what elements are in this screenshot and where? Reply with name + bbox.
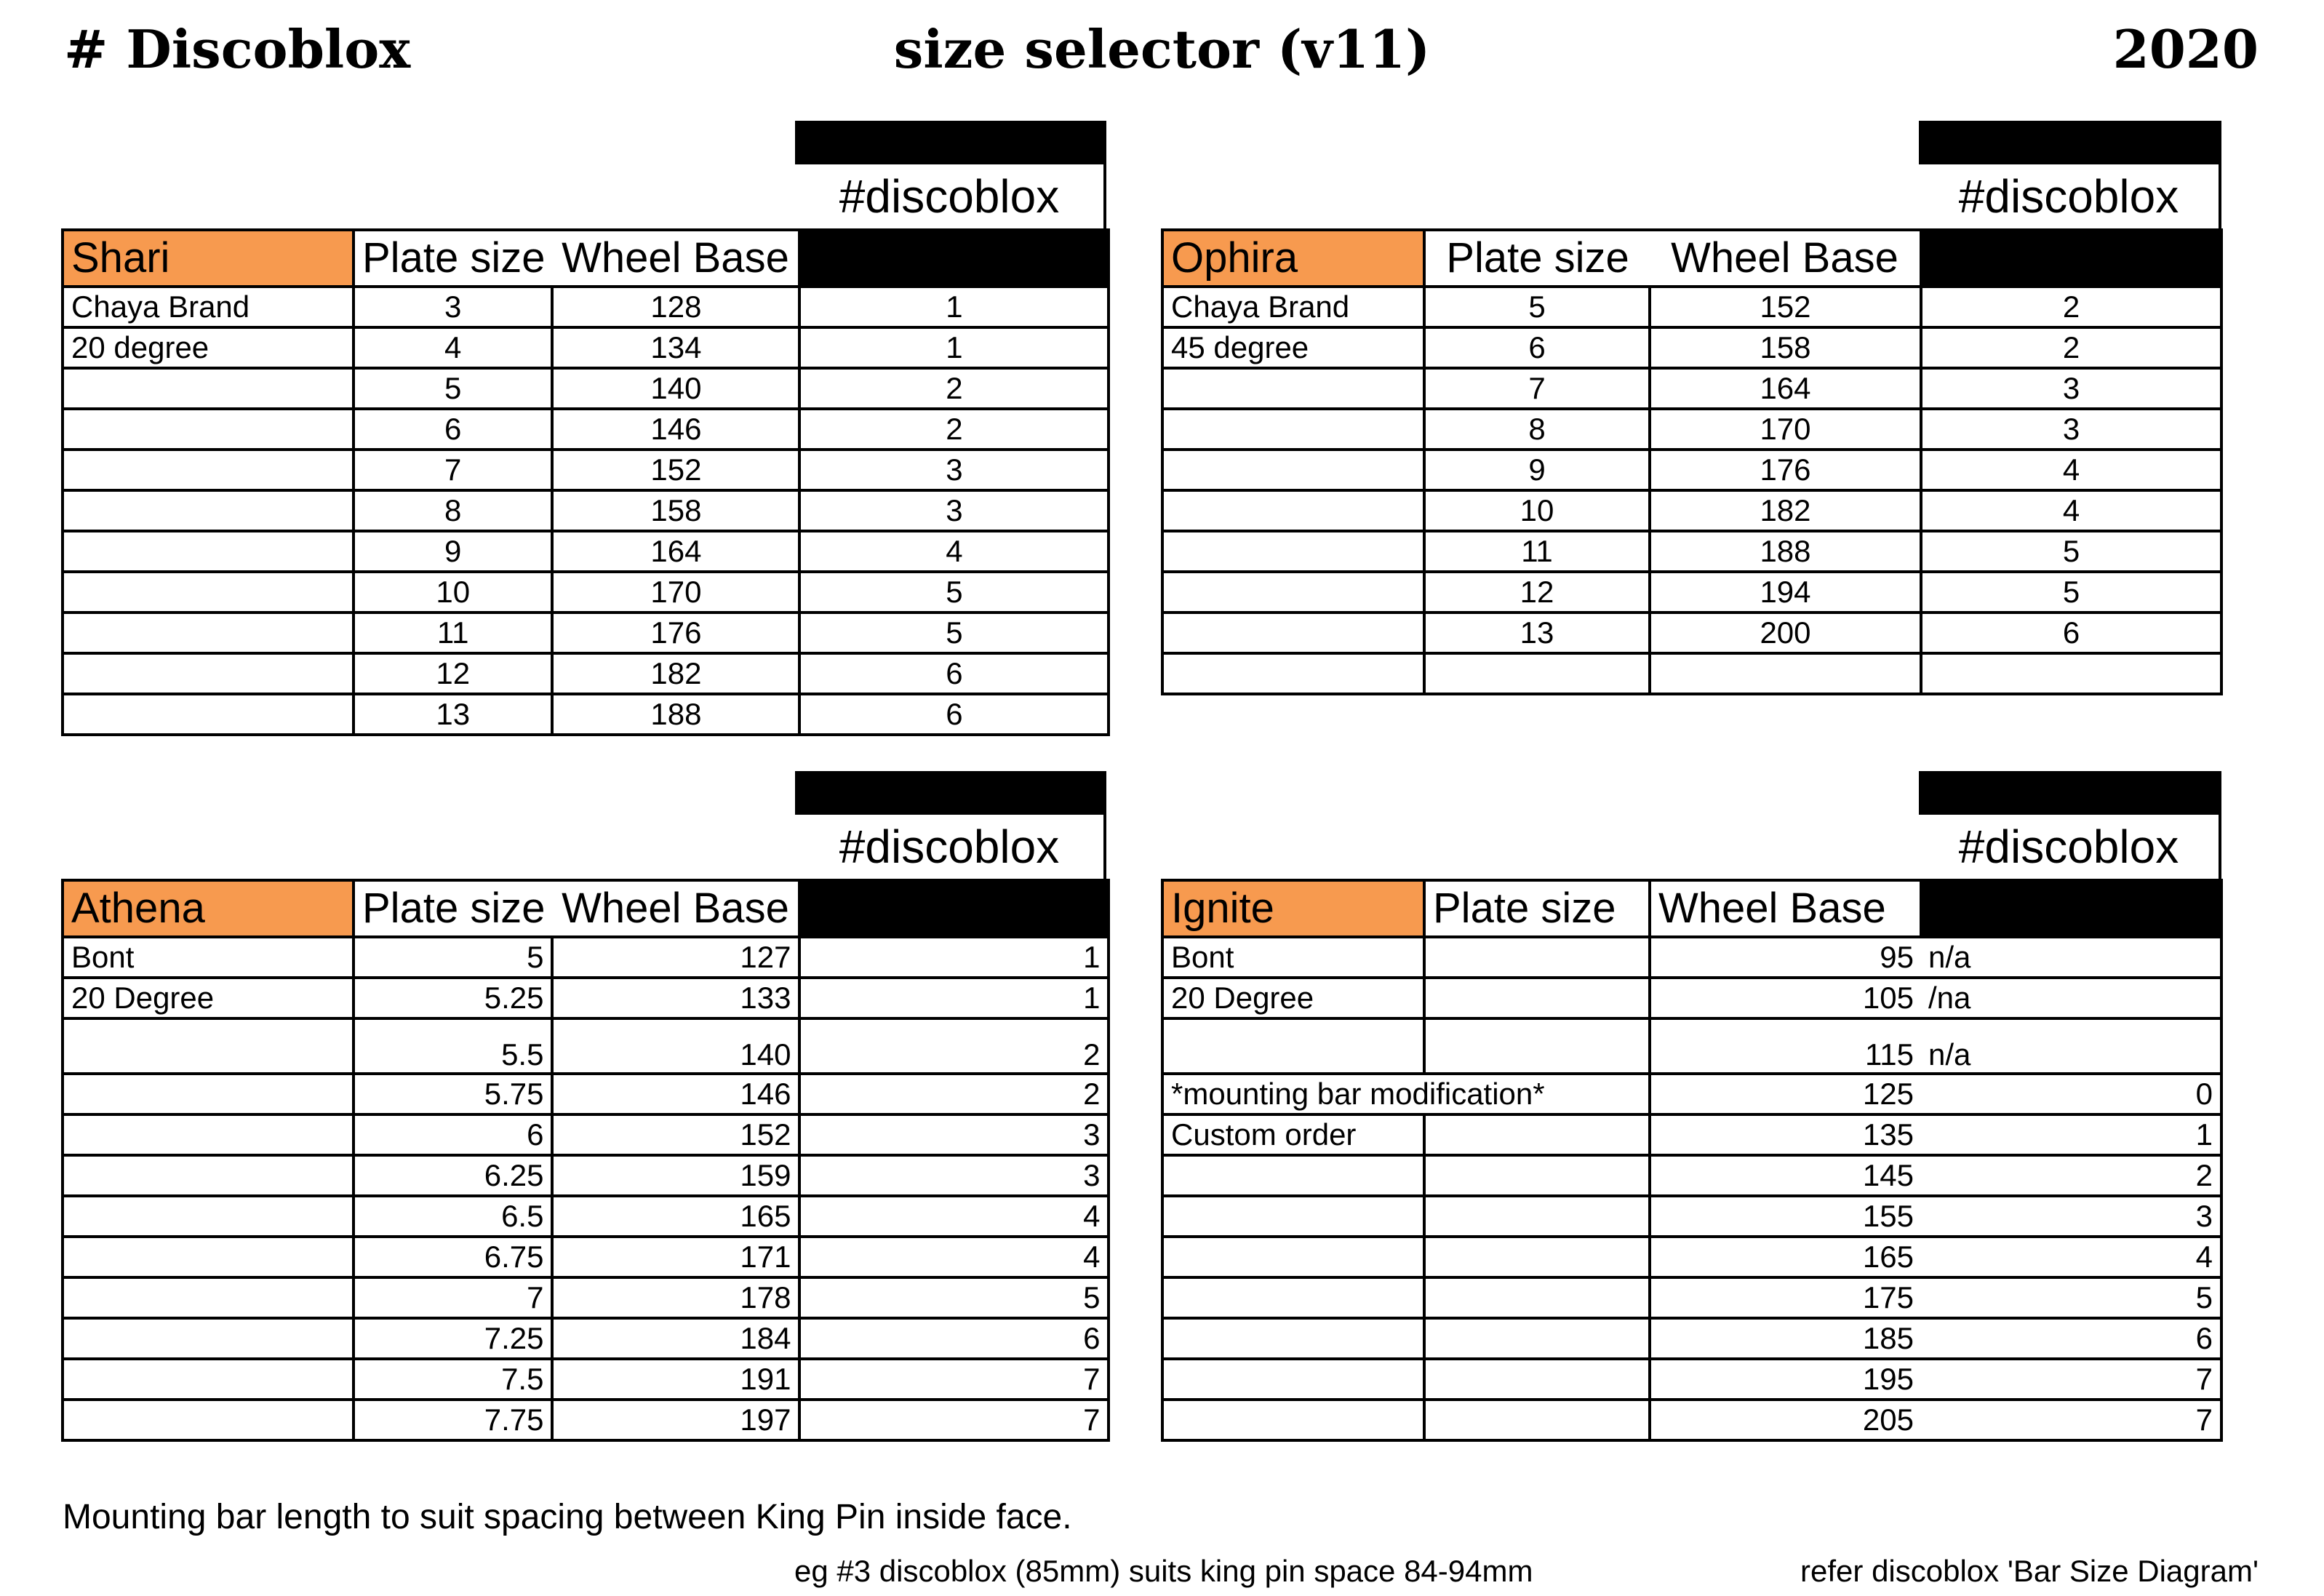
wheel-base-cell: 158 bbox=[1650, 327, 1921, 368]
plate-size-cell bbox=[1424, 978, 1650, 1018]
cap-label: #discoblox bbox=[1919, 815, 2221, 879]
wheel-base-cell: 175 bbox=[1650, 1277, 1921, 1318]
table-row bbox=[63, 1237, 1109, 1277]
wheel-base-cell: 152 bbox=[1650, 287, 1921, 327]
brand-title: # Discoblox bbox=[64, 18, 411, 80]
cap-label: #discoblox bbox=[1919, 164, 2221, 228]
table-row bbox=[63, 613, 1109, 653]
table-row bbox=[1162, 531, 2221, 572]
cap-bar bbox=[795, 771, 1106, 815]
table-header-row bbox=[1162, 230, 2221, 287]
note-cell bbox=[63, 1400, 354, 1440]
ophira-table bbox=[1161, 228, 2223, 695]
note-cell bbox=[1162, 1277, 1424, 1318]
wheel-base-cell: 165 bbox=[1650, 1237, 1921, 1277]
wheel-base-cell: 152 bbox=[552, 450, 799, 490]
cap-bar bbox=[1919, 121, 2221, 164]
table-header-row bbox=[1162, 880, 2221, 937]
note-cell: 20 degree bbox=[63, 327, 354, 368]
ignite-discoblox-cap bbox=[1919, 771, 2221, 879]
discoblox-size-cell: 3 bbox=[1921, 1196, 2221, 1237]
note-cell bbox=[1162, 450, 1424, 490]
table-row bbox=[63, 653, 1109, 694]
note-cell: *mounting bar modification* bbox=[1162, 1074, 1650, 1114]
note-cell bbox=[1162, 613, 1424, 653]
note-cell bbox=[1162, 368, 1424, 409]
table-row bbox=[1162, 1400, 2221, 1440]
table-row bbox=[1162, 1018, 2221, 1074]
wheel-base-cell: 184 bbox=[552, 1318, 799, 1359]
product-name: Shari bbox=[63, 230, 354, 287]
plate-size-cell: 7.25 bbox=[354, 1318, 552, 1359]
plate-size-cell: 6 bbox=[354, 409, 552, 450]
wheel-base-cell: 188 bbox=[552, 694, 799, 735]
table-row bbox=[63, 1074, 1109, 1114]
table-row bbox=[63, 694, 1109, 735]
plate-size-cell: 10 bbox=[354, 572, 552, 613]
note-cell bbox=[1162, 1400, 1424, 1440]
cap-bar bbox=[1919, 771, 2221, 815]
plate-size-cell: 11 bbox=[1424, 531, 1650, 572]
discoblox-size-cell: 1 bbox=[799, 327, 1109, 368]
discoblox-size-cell: 1 bbox=[799, 287, 1109, 327]
shari-table bbox=[61, 228, 1110, 736]
discoblox-size-cell: n/a bbox=[1921, 937, 2221, 978]
note-cell bbox=[1162, 409, 1424, 450]
wheel-base-cell: 134 bbox=[552, 327, 799, 368]
year-label: 2020 bbox=[2112, 18, 2259, 80]
table-row bbox=[1162, 1114, 2221, 1155]
note-cell bbox=[63, 1237, 354, 1277]
discoblox-size-cell: 2 bbox=[799, 409, 1109, 450]
note-cell: 20 Degree bbox=[63, 978, 354, 1018]
discoblox-size-cell: 4 bbox=[1921, 450, 2221, 490]
discoblox-size-cell: 3 bbox=[799, 1155, 1109, 1196]
plate-size-cell: 9 bbox=[354, 531, 552, 572]
table-row bbox=[1162, 978, 2221, 1018]
wheel-base-cell: 133 bbox=[552, 978, 799, 1018]
table-row bbox=[63, 1318, 1109, 1359]
note-cell bbox=[63, 1155, 354, 1196]
table-row bbox=[1162, 1196, 2221, 1237]
plate-size-cell: 12 bbox=[354, 653, 552, 694]
wheel-base-cell: 128 bbox=[552, 287, 799, 327]
plate-size-cell bbox=[1424, 1237, 1650, 1277]
table-row bbox=[63, 1155, 1109, 1196]
discoblox-size-cell: 2 bbox=[799, 368, 1109, 409]
table-header-row bbox=[63, 230, 1109, 287]
note-cell: 45 degree bbox=[1162, 327, 1424, 368]
discoblox-size-cell: n/a bbox=[1921, 1018, 2221, 1074]
wheel-base-cell: 155 bbox=[1650, 1196, 1921, 1237]
note-cell bbox=[63, 490, 354, 531]
note-cell bbox=[63, 1277, 354, 1318]
plate-size-cell: 13 bbox=[1424, 613, 1650, 653]
table-row bbox=[63, 937, 1109, 978]
plate-size-cell: 9 bbox=[1424, 450, 1650, 490]
ophira-discoblox-cap bbox=[1919, 121, 2221, 228]
discoblox-size-cell: 1 bbox=[1921, 1114, 2221, 1155]
wheel-base-cell: 176 bbox=[1650, 450, 1921, 490]
discoblox-header-cell bbox=[1921, 230, 2221, 287]
plate-size-cell: 5.75 bbox=[354, 1074, 552, 1114]
table-row bbox=[63, 1400, 1109, 1440]
discoblox-size-cell: 5 bbox=[799, 613, 1109, 653]
table-row bbox=[63, 409, 1109, 450]
table-row bbox=[1162, 409, 2221, 450]
athena-table bbox=[61, 879, 1110, 1442]
table-row bbox=[63, 1018, 1109, 1074]
example-note: eg #3 discoblox (85mm) suits king pin space 84-94mm bbox=[794, 1554, 1533, 1588]
wheel-base-cell: 182 bbox=[1650, 490, 1921, 531]
product-name: Ophira bbox=[1162, 230, 1424, 287]
discoblox-size-cell: 7 bbox=[1921, 1359, 2221, 1400]
discoblox-header-cell bbox=[1921, 880, 2221, 937]
note-cell bbox=[63, 1074, 354, 1114]
note-cell: Custom order bbox=[1162, 1114, 1424, 1155]
wheel-base-cell: 164 bbox=[552, 531, 799, 572]
plate-size-cell bbox=[1424, 1277, 1650, 1318]
wheel-base-cell: 146 bbox=[552, 1074, 799, 1114]
note-cell bbox=[63, 1018, 354, 1074]
plate-size-cell: 7.75 bbox=[354, 1400, 552, 1440]
discoblox-size-cell: /na bbox=[1921, 978, 2221, 1018]
table-row bbox=[1162, 572, 2221, 613]
wheel-base-cell: 185 bbox=[1650, 1318, 1921, 1359]
plate-size-cell: 11 bbox=[354, 613, 552, 653]
note-cell bbox=[63, 572, 354, 613]
discoblox-size-cell: 6 bbox=[799, 1318, 1109, 1359]
table-row bbox=[1162, 450, 2221, 490]
table-row bbox=[63, 1114, 1109, 1155]
wheel-base-cell: 195 bbox=[1650, 1359, 1921, 1400]
wheel-base-cell: 164 bbox=[1650, 368, 1921, 409]
table-row bbox=[63, 368, 1109, 409]
plate-size-cell bbox=[1424, 1114, 1650, 1155]
plate-size-cell bbox=[1424, 1359, 1650, 1400]
note-cell: 20 Degree bbox=[1162, 978, 1424, 1018]
cap-label: #discoblox bbox=[795, 164, 1106, 228]
table-row bbox=[63, 572, 1109, 613]
table-row bbox=[63, 490, 1109, 531]
note-cell bbox=[63, 1318, 354, 1359]
table-row bbox=[1162, 653, 2221, 694]
table-row bbox=[63, 1359, 1109, 1400]
plate-size-cell: 7 bbox=[354, 1277, 552, 1318]
note-cell bbox=[1162, 1359, 1424, 1400]
wheel-base-header: Wheel Base bbox=[552, 880, 799, 937]
discoblox-size-cell: 4 bbox=[1921, 490, 2221, 531]
plate-size-cell: 12 bbox=[1424, 572, 1650, 613]
discoblox-size-cell: 7 bbox=[799, 1400, 1109, 1440]
discoblox-size-cell: 6 bbox=[1921, 613, 2221, 653]
refer-note: refer discoblox 'Bar Size Diagram' bbox=[1800, 1554, 2259, 1588]
table-row bbox=[63, 1196, 1109, 1237]
discoblox-size-cell: 4 bbox=[799, 531, 1109, 572]
cap-bar bbox=[795, 121, 1106, 164]
wheel-base-cell: 178 bbox=[552, 1277, 799, 1318]
plate-size-cell: 5 bbox=[1424, 287, 1650, 327]
note-cell bbox=[63, 653, 354, 694]
note-cell: Chaya Brand bbox=[1162, 287, 1424, 327]
table-row bbox=[63, 978, 1109, 1018]
shari-discoblox-cap bbox=[795, 121, 1106, 228]
wheel-base-cell: 140 bbox=[552, 368, 799, 409]
note-cell bbox=[63, 613, 354, 653]
note-cell bbox=[63, 1359, 354, 1400]
plate-size-cell: 4 bbox=[354, 327, 552, 368]
discoblox-size-cell: 3 bbox=[799, 1114, 1109, 1155]
plate-size-cell bbox=[1424, 653, 1650, 694]
table-row bbox=[1162, 937, 2221, 978]
plate-size-cell: 6.75 bbox=[354, 1237, 552, 1277]
note-cell: Bont bbox=[63, 937, 354, 978]
wheel-base-cell: 127 bbox=[552, 937, 799, 978]
discoblox-size-cell: 6 bbox=[1921, 1318, 2221, 1359]
note-cell bbox=[63, 450, 354, 490]
wheel-base-cell: 159 bbox=[552, 1155, 799, 1196]
plate-size-cell: 5.25 bbox=[354, 978, 552, 1018]
note-cell bbox=[63, 409, 354, 450]
table-row bbox=[1162, 613, 2221, 653]
discoblox-size-cell bbox=[1921, 653, 2221, 694]
discoblox-size-cell: 6 bbox=[799, 694, 1109, 735]
table-row bbox=[1162, 1277, 2221, 1318]
plate-size-cell: 10 bbox=[1424, 490, 1650, 531]
table-row bbox=[1162, 1359, 2221, 1400]
table-row bbox=[1162, 1318, 2221, 1359]
wheel-base-cell: 176 bbox=[552, 613, 799, 653]
table-header-row bbox=[63, 880, 1109, 937]
note-cell bbox=[1162, 1196, 1424, 1237]
table-row bbox=[1162, 327, 2221, 368]
mounting-bar-note: Mounting bar length to suit spacing between King Pin inside face. bbox=[63, 1498, 1072, 1536]
discoblox-size-cell: 6 bbox=[799, 653, 1109, 694]
note-cell bbox=[1162, 1018, 1424, 1074]
wheel-base-cell: 158 bbox=[552, 490, 799, 531]
discoblox-size-cell: 1 bbox=[799, 937, 1109, 978]
discoblox-size-cell: 3 bbox=[799, 450, 1109, 490]
table-row bbox=[1162, 1155, 2221, 1196]
wheel-base-cell: 165 bbox=[552, 1196, 799, 1237]
wheel-base-cell: 152 bbox=[552, 1114, 799, 1155]
plate-size-cell: 8 bbox=[354, 490, 552, 531]
wheel-base-cell: 140 bbox=[552, 1018, 799, 1074]
wheel-base-cell: 95 bbox=[1650, 937, 1921, 978]
discoblox-size-cell: 5 bbox=[1921, 1277, 2221, 1318]
plate-size-cell: 6.25 bbox=[354, 1155, 552, 1196]
table-row bbox=[63, 450, 1109, 490]
plate-size-cell: 7 bbox=[1424, 368, 1650, 409]
wheel-base-cell: 170 bbox=[1650, 409, 1921, 450]
plate-size-cell: 5 bbox=[354, 937, 552, 978]
discoblox-size-cell: 4 bbox=[1921, 1237, 2221, 1277]
plate-size-cell: 3 bbox=[354, 287, 552, 327]
wheel-base-cell: 200 bbox=[1650, 613, 1921, 653]
discoblox-size-cell: 5 bbox=[1921, 531, 2221, 572]
note-cell bbox=[1162, 1318, 1424, 1359]
plate-size-header: Plate size bbox=[354, 880, 552, 937]
discoblox-size-cell: 5 bbox=[799, 572, 1109, 613]
discoblox-header-cell bbox=[799, 230, 1109, 287]
plate-size-cell: 8 bbox=[1424, 409, 1650, 450]
table-row bbox=[63, 287, 1109, 327]
table-row bbox=[1162, 490, 2221, 531]
wheel-base-cell: 197 bbox=[552, 1400, 799, 1440]
plate-size-cell: 13 bbox=[354, 694, 552, 735]
plate-size-cell bbox=[1424, 1196, 1650, 1237]
wheel-base-cell: 125 bbox=[1650, 1074, 1921, 1114]
document-title: size selector (v11) bbox=[893, 18, 1431, 80]
table-row bbox=[1162, 287, 2221, 327]
plate-size-cell: 6 bbox=[354, 1114, 552, 1155]
plate-size-cell: 5 bbox=[354, 368, 552, 409]
note-cell: Chaya Brand bbox=[63, 287, 354, 327]
discoblox-size-cell: 3 bbox=[1921, 409, 2221, 450]
note-cell bbox=[1162, 572, 1424, 613]
note-cell bbox=[1162, 490, 1424, 531]
discoblox-size-cell: 2 bbox=[1921, 287, 2221, 327]
plate-size-cell bbox=[1424, 1318, 1650, 1359]
wheel-base-cell: 191 bbox=[552, 1359, 799, 1400]
plate-size-cell bbox=[1424, 937, 1650, 978]
table-row bbox=[63, 531, 1109, 572]
plate-size-cell bbox=[1424, 1155, 1650, 1196]
wheel-base-cell: 171 bbox=[552, 1237, 799, 1277]
plate-size-header: Plate size bbox=[354, 230, 552, 287]
table-row bbox=[1162, 368, 2221, 409]
plate-size-cell bbox=[1424, 1018, 1650, 1074]
plate-size-cell: 5.5 bbox=[354, 1018, 552, 1074]
discoblox-header-cell bbox=[799, 880, 1109, 937]
discoblox-size-cell: 2 bbox=[799, 1074, 1109, 1114]
discoblox-size-cell: 1 bbox=[799, 978, 1109, 1018]
wheel-base-cell: 105 bbox=[1650, 978, 1921, 1018]
discoblox-size-cell: 0 bbox=[1921, 1074, 2221, 1114]
wheel-base-cell: 170 bbox=[552, 572, 799, 613]
note-cell bbox=[1162, 1155, 1424, 1196]
table-row bbox=[63, 327, 1109, 368]
wheel-base-cell: 115 bbox=[1650, 1018, 1921, 1074]
discoblox-size-cell: 2 bbox=[799, 1018, 1109, 1074]
product-name: Ignite bbox=[1162, 880, 1424, 937]
cap-label: #discoblox bbox=[795, 815, 1106, 879]
wheel-base-cell: 188 bbox=[1650, 531, 1921, 572]
wheel-base-header: Wheel Base bbox=[552, 230, 799, 287]
discoblox-size-cell: 4 bbox=[799, 1237, 1109, 1277]
wheel-base-cell: 194 bbox=[1650, 572, 1921, 613]
wheel-base-cell: 182 bbox=[552, 653, 799, 694]
plate-size-cell: 7.5 bbox=[354, 1359, 552, 1400]
wheel-base-cell: 145 bbox=[1650, 1155, 1921, 1196]
table-row bbox=[63, 1277, 1109, 1318]
discoblox-size-cell: 3 bbox=[1921, 368, 2221, 409]
wheel-base-cell: 135 bbox=[1650, 1114, 1921, 1155]
note-cell bbox=[63, 531, 354, 572]
note-cell: Bont bbox=[1162, 937, 1424, 978]
note-cell bbox=[63, 368, 354, 409]
wheel-base-header: Wheel Base bbox=[1650, 880, 1921, 937]
athena-discoblox-cap bbox=[795, 771, 1106, 879]
plate-size-header: Plate size bbox=[1424, 230, 1650, 287]
table-row bbox=[1162, 1237, 2221, 1277]
discoblox-size-cell: 3 bbox=[799, 490, 1109, 531]
discoblox-size-cell: 7 bbox=[799, 1359, 1109, 1400]
note-cell bbox=[1162, 653, 1424, 694]
wheel-base-header: Wheel Base bbox=[1650, 230, 1921, 287]
note-cell bbox=[63, 1114, 354, 1155]
plate-size-cell: 6 bbox=[1424, 327, 1650, 368]
discoblox-size-cell: 2 bbox=[1921, 1155, 2221, 1196]
discoblox-size-cell: 4 bbox=[799, 1196, 1109, 1237]
discoblox-size-cell: 5 bbox=[1921, 572, 2221, 613]
wheel-base-cell: 146 bbox=[552, 409, 799, 450]
note-cell bbox=[1162, 531, 1424, 572]
product-name: Athena bbox=[63, 880, 354, 937]
discoblox-size-cell: 2 bbox=[1921, 327, 2221, 368]
plate-size-header: Plate size bbox=[1424, 880, 1650, 937]
wheel-base-cell: 205 bbox=[1650, 1400, 1921, 1440]
ignite-table bbox=[1161, 879, 2223, 1442]
wheel-base-cell bbox=[1650, 653, 1921, 694]
note-cell bbox=[63, 694, 354, 735]
plate-size-cell: 7 bbox=[354, 450, 552, 490]
plate-size-cell: 6.5 bbox=[354, 1196, 552, 1237]
discoblox-size-cell: 7 bbox=[1921, 1400, 2221, 1440]
discoblox-size-cell: 5 bbox=[799, 1277, 1109, 1318]
note-cell bbox=[63, 1196, 354, 1237]
table-row bbox=[1162, 1074, 2221, 1114]
note-cell bbox=[1162, 1237, 1424, 1277]
plate-size-cell bbox=[1424, 1400, 1650, 1440]
